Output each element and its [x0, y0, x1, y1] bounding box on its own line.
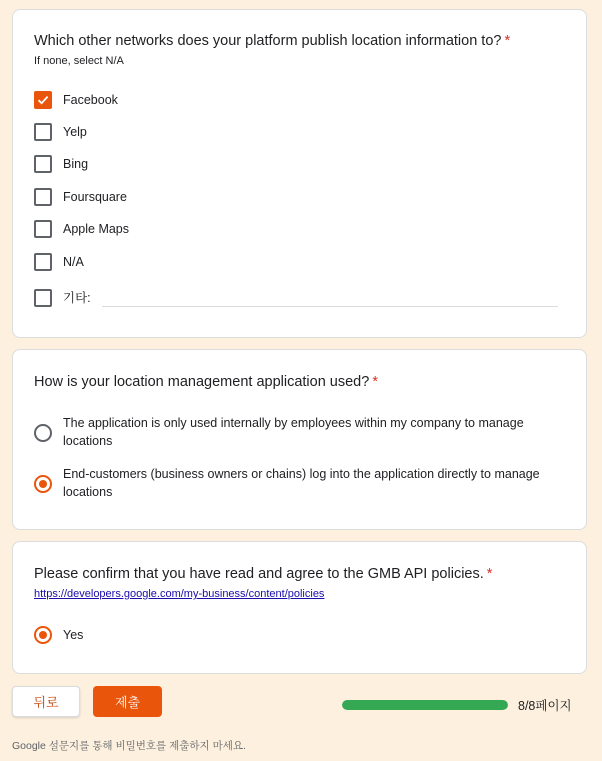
- checkbox-option-foursquare[interactable]: [34, 188, 127, 206]
- checkbox[interactable]: [34, 220, 52, 238]
- question-card-networks: [12, 9, 587, 338]
- option-label: The application is only used internally by employees within my company to manage locations: [63, 416, 524, 448]
- option-label: Apple Maps: [63, 222, 130, 236]
- checkbox[interactable]: [34, 188, 52, 206]
- option-label: Yelp: [63, 125, 87, 139]
- option-label: End-customers (business owners or chains) log into the application directly to manage locations: [63, 467, 540, 499]
- option-label: 기타:: [63, 291, 91, 305]
- question-title: [34, 374, 378, 390]
- checkbox[interactable]: [34, 289, 52, 307]
- required-mark: *: [504, 33, 511, 49]
- required-mark: *: [486, 566, 493, 582]
- checkbox-option-apple-maps[interactable]: [34, 220, 129, 238]
- radio-button-selected[interactable]: [34, 626, 52, 644]
- question-title-text: Which other networks does your platform publish location information to?: [34, 33, 502, 49]
- progress-bar-fill: [342, 700, 508, 710]
- checkbox-option-bing[interactable]: [34, 155, 88, 173]
- question-card-app-usage: [12, 349, 587, 530]
- footer-note: Google 설문지를 통해 비밀번호를 제출하지 마세요.: [12, 740, 246, 752]
- other-text-input[interactable]: [102, 306, 558, 307]
- check-icon: [36, 93, 50, 107]
- radio-button-selected[interactable]: [34, 475, 52, 493]
- question-card-policy: [12, 541, 587, 674]
- question-title-text: How is your location management application used?: [34, 374, 370, 390]
- checkbox-option-facebook[interactable]: [34, 91, 118, 109]
- checkbox-checked[interactable]: [34, 91, 52, 109]
- question-help-text: If none, select N/A: [34, 55, 124, 67]
- page-count: 8/8페이지: [518, 699, 572, 713]
- radio-button[interactable]: [34, 424, 52, 442]
- checkbox-option-yelp[interactable]: [34, 123, 87, 141]
- back-button[interactable]: 뒤로: [12, 686, 80, 717]
- question-title: [34, 566, 492, 582]
- checkbox-option-other[interactable]: [34, 289, 91, 307]
- option-label: Bing: [63, 157, 89, 171]
- submit-button[interactable]: 제출: [93, 686, 162, 717]
- question-title: [34, 33, 510, 49]
- checkbox[interactable]: [34, 155, 52, 173]
- radio-dot: [39, 631, 47, 639]
- required-mark: *: [372, 374, 378, 390]
- option-label: N/A: [63, 255, 84, 269]
- radio-option-end-customers[interactable]: [34, 465, 543, 501]
- checkbox-option-na[interactable]: [34, 253, 84, 271]
- option-label: Facebook: [63, 93, 118, 107]
- checkbox[interactable]: [34, 123, 52, 141]
- radio-dot: [39, 480, 47, 488]
- question-title-text: Please confirm that you have read and agree to the GMB API policies.: [34, 566, 484, 582]
- radio-option-yes[interactable]: [34, 626, 83, 644]
- option-label: Foursquare: [63, 190, 127, 204]
- progress-bar: [342, 700, 508, 710]
- option-label: Yes: [63, 628, 84, 642]
- policy-link[interactable]: https://developers.google.com/my-business/content/policies: [34, 588, 325, 600]
- checkbox[interactable]: [34, 253, 52, 271]
- radio-option-internal[interactable]: [34, 414, 543, 450]
